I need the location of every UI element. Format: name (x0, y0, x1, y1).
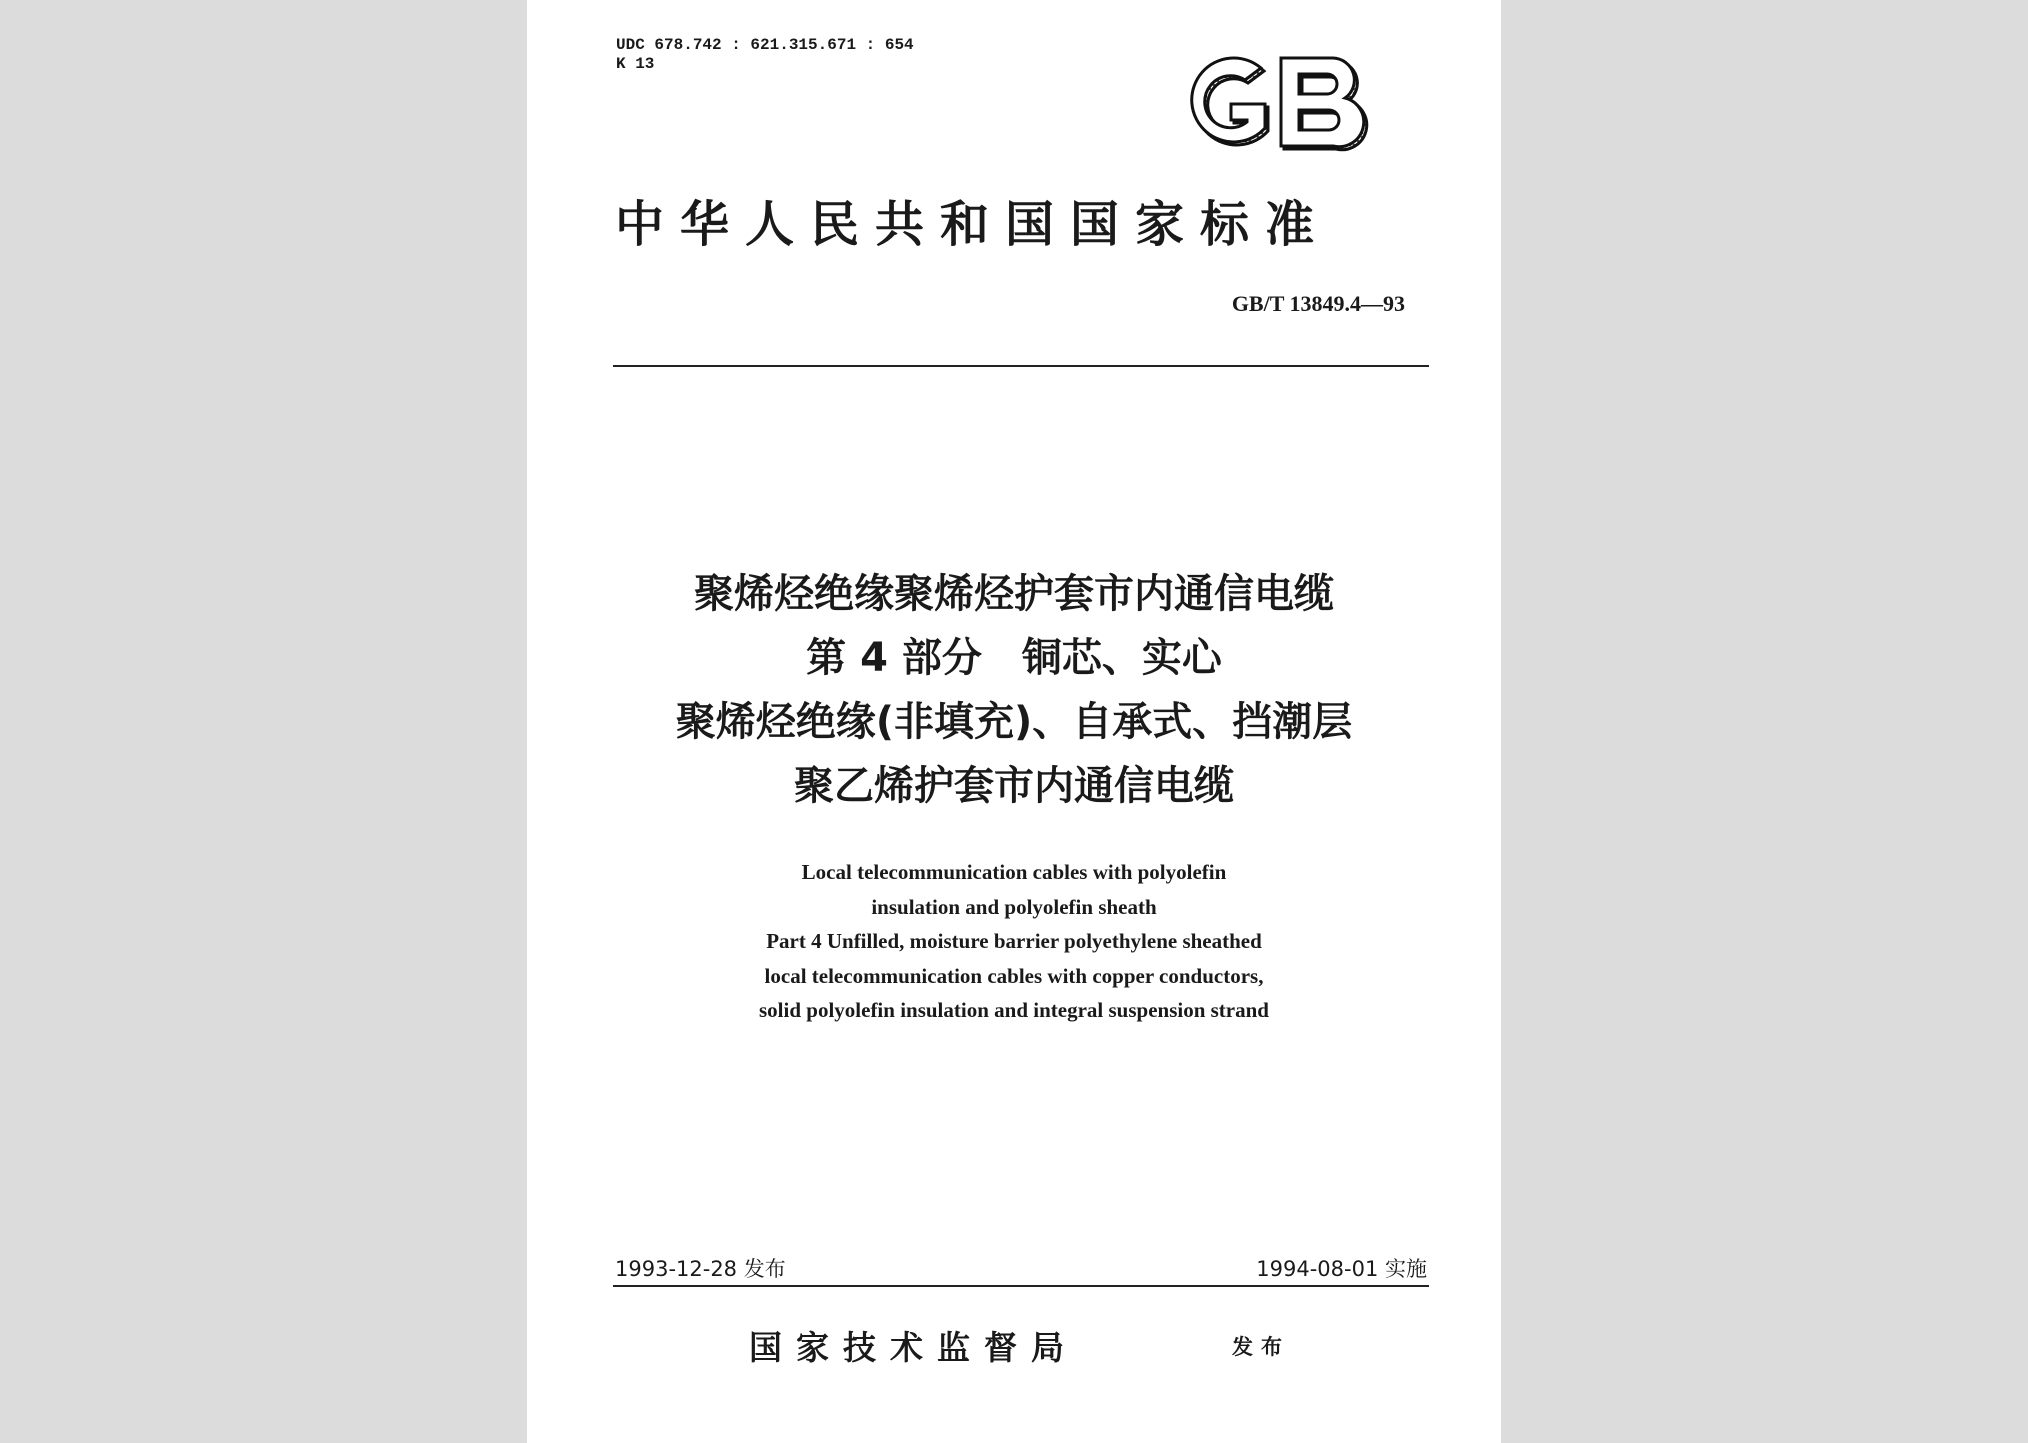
effective-date: 1994-08-01 实施 (1256, 1257, 1427, 1281)
english-title-line: Part 4 Unfilled, moisture barrier polyethylene sheathed (766, 929, 1262, 953)
gb-logo-mark (1192, 58, 1367, 150)
document-page (527, 0, 1501, 1443)
gb-logo (1173, 48, 1373, 158)
classification-code: K 13 (616, 55, 655, 73)
chinese-title (527, 562, 1501, 818)
standard-number: GB/T 13849.4—93 (1231, 291, 1405, 316)
english-title-line: Local telecommunication cables with polyolefin (801, 860, 1227, 884)
header-divider (613, 365, 1429, 367)
english-title-line: local telecommunication cables with copper conductors, (764, 963, 1264, 988)
chinese-title-line: 聚烯烃绝缘(非填充)、自承式、挡潮层 (675, 699, 1353, 745)
issuing-authority: 国家技术监督局 (749, 1328, 1078, 1367)
english-title-line: insulation and polyolefin sheath (871, 894, 1157, 919)
udc-block (616, 36, 914, 74)
udc-code: UDC 678.742 : 621.315.671 : 654 (616, 36, 914, 54)
english-title-line: solid polyolefin insulation and integral suspension strand (759, 998, 1269, 1022)
issue-label: 发布 (1232, 1334, 1290, 1359)
english-title (527, 855, 1501, 1028)
chinese-title-line: 聚乙烯护套市内通信电缆 (794, 763, 1234, 809)
chinese-title-line: 聚烯烃绝缘聚烯烃护套市内通信电缆 (694, 571, 1334, 617)
chinese-title-line: 第 4 部分 铜芯、实心 (806, 635, 1222, 681)
footer-divider (613, 1285, 1429, 1287)
national-standard-heading: 中华人民共和国国家标准 (615, 195, 1331, 253)
issue-date: 1993-12-28 发布 (615, 1257, 786, 1281)
